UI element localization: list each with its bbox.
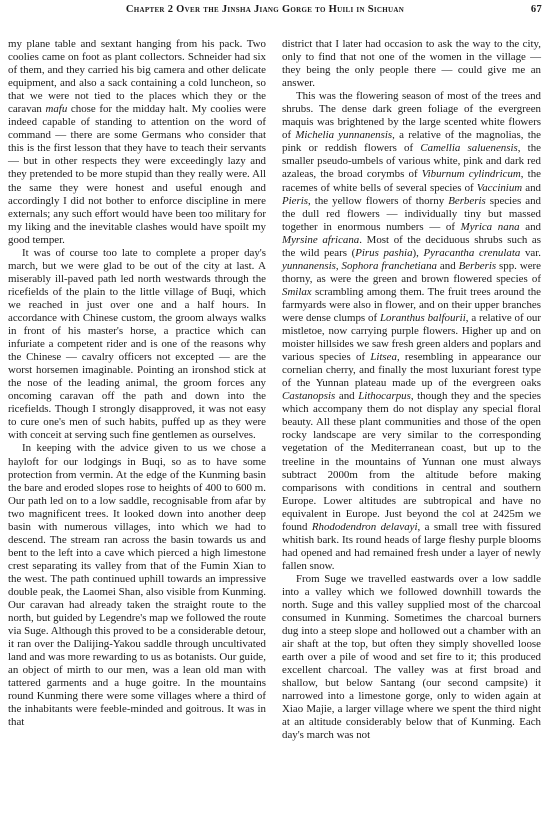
left-text-column	[8, 38, 266, 729]
right-text-column	[282, 38, 541, 743]
paragraph: district that I later had occasion to ask the way to the city, only to find that not one of the women in the village — they being the only people there — could give me an answer.	[282, 38, 541, 90]
paragraph: From Suge we travelled eastwards over a low saddle into a valley which we followed downhill towards the north. Suge and this valley supplied most of the charcoal consumed in Kunming. Sometimes the charcoal burners dug into a steep slope and hollowed out a chamber with an air shaft at the top, but often they simply shovelled loose earth over a pile of wood and set fire to it; this produced excellent charcoal. The valley was at first broad and shallow, but below Santang (our second campsite) it narrowed into a limestone gorge, only to widen again at Xiao Majie, a larger village where we spent the third night at an altitude considerably below that of Kunming. Each day's march was not	[282, 572, 541, 742]
paragraph: It was of course too late to complete a proper day's march, but we were glad to be out of the city at last. A miserably ill-paved path led north westwards through the ricefields of the plain to the little village of Buqi, which we reached in just over one and a half hours. In accordance with Chinese custom, the groom always walks in front of his master's horse, a practice which can infuriate a competent rider and is one of the reasons why the Chinese — cavalry officers not excepted — are the worst horsemen imaginable. Pointing an ironshod stick at the nose of the leading animal, the groom forces any oncoming caravan off the path and down into the ricefields. Though I strongly disapproved, it was not easy to cure one's men of such habits, puffed up as they were with conceit at serving such fine gentlemen as ourselves.	[8, 246, 266, 442]
paragraph: my plane table and sextant hanging from his pack. Two coolies came on foot as plant collectors. Schneider had six of them, and they carried his big camera and other delicate equipment, and also a sack containing a cold luncheon, so that we were not tied to the places which they or the caravan mafu chose for the midday halt. My coolies were indeed capable of standing to attention on the word of command — there are some Germans who consider that this is the first lesson that they have to teach their servants — but in other respects they were exceedingly lazy and they pretended to be more stupid than they really were. All the same they were honest and useful enough and accordingly I did not bother to enforce discipline in mere externals; any such effort would have been too military for my liking and the inevitable clashes would have spoilt my good temper.	[8, 38, 267, 246]
running-head-title: Chapter 2 Over the Jinsha Jiang Gorge to Huili in Sichuan	[125, 4, 405, 15]
page-number: 67	[530, 4, 542, 15]
paragraph: In keeping with the advice given to us we chose a hayloft for our lodgings in Buqi, so as to have some protection from vermin. At the edge of the Kunming basin the bare and eroded slopes rose to heights of 400 to 600 m. Our path led on to a low saddle, recognisable from afar by two magnificent trees. It looked down into another deep basin with numerous villages, into which we had to descend. The stream ran across the basin towards us and bent to the left into a cave which pierced a high limestone crest separating its valley from that of the Fumin Xian to the west. The path continued uphill towards an impressive double peak, the Laomei Shan, also visible from Kunming. Our caravan had already taken the straight route to the north, but guided by Legendre's map we followed the route via Suge. Although this proved to be a considerable detour, it ran over the Dalijing-Yakou saddle through uncultivated land and was more rewarding to us as botanists. Our guide, an object of mirth to our men, was a lean old man with tattered garments and a huge goitre. In the mountains round Kunming there were some villages where a third of the inhabitants were feeble-minded and goitrous. It was in that	[8, 442, 266, 729]
paragraph: This was the flowering season of most of the trees and shrubs. The dense dark green foliage of the evergreen maquis was brightened by the large scented white flowers of Michelia yunnanensis, a relative of the magnolias, the pink or reddish flowers of Camellia saluenensis, the smaller pseudo-umbels of various white, pink and dark red azaleas, the broad corymbs of Viburnum cylindricum, the racemes of white bells of several species of Vaccinium and Pieris, the yellow flowers of thorny Berberis species and the dull red flowers — individually tiny but massed together in enormous numbers — of Myrica nana and Myrsine africana. Most of the deciduous shrubs such as the wild pears (Pirus pashia), Pyracantha crenulata var. yunnanensis, Sophora franchetiana and Berberis spp. were thorny, as were the green and brown flowered species of Smilax scrambling among them. The fruit trees around the farmyards were also in flower, and on their upper branches were dense clumps of Loranthus balfourii, a relative of our mistletoe, now carrying purple flowers. Higher up and on moister hillsides we saw fresh green alders and poplars and various species of Litsea, resembling in appearance our cornelian cherry, and finally the most luxuriant forest type of the Yunnan plateau made up of the evergreen oaks Castanopsis and Lithocarpus, though they and the species which accompany them do not display any special floral beauty. All these plant communities and those of the open rocky landscape are very similar to the corresponding vegetation of the Mediterranean coast, but up to the treeline in the mountains of Yunnan one must always subtract 2000m from the altitude before making comparisons with conditions in central and southern Europe. Lower altitudes are subtropical and have no equivalent in Europe. Just beyond the col at 2425m we found Rhododendron delavayi, a small tree with fissured whitish bark. Its round heads of large fleshy purple blooms had opened and had remained fresh under a layer of newly fallen snow.	[282, 90, 542, 572]
running-head	[10, 4, 542, 20]
